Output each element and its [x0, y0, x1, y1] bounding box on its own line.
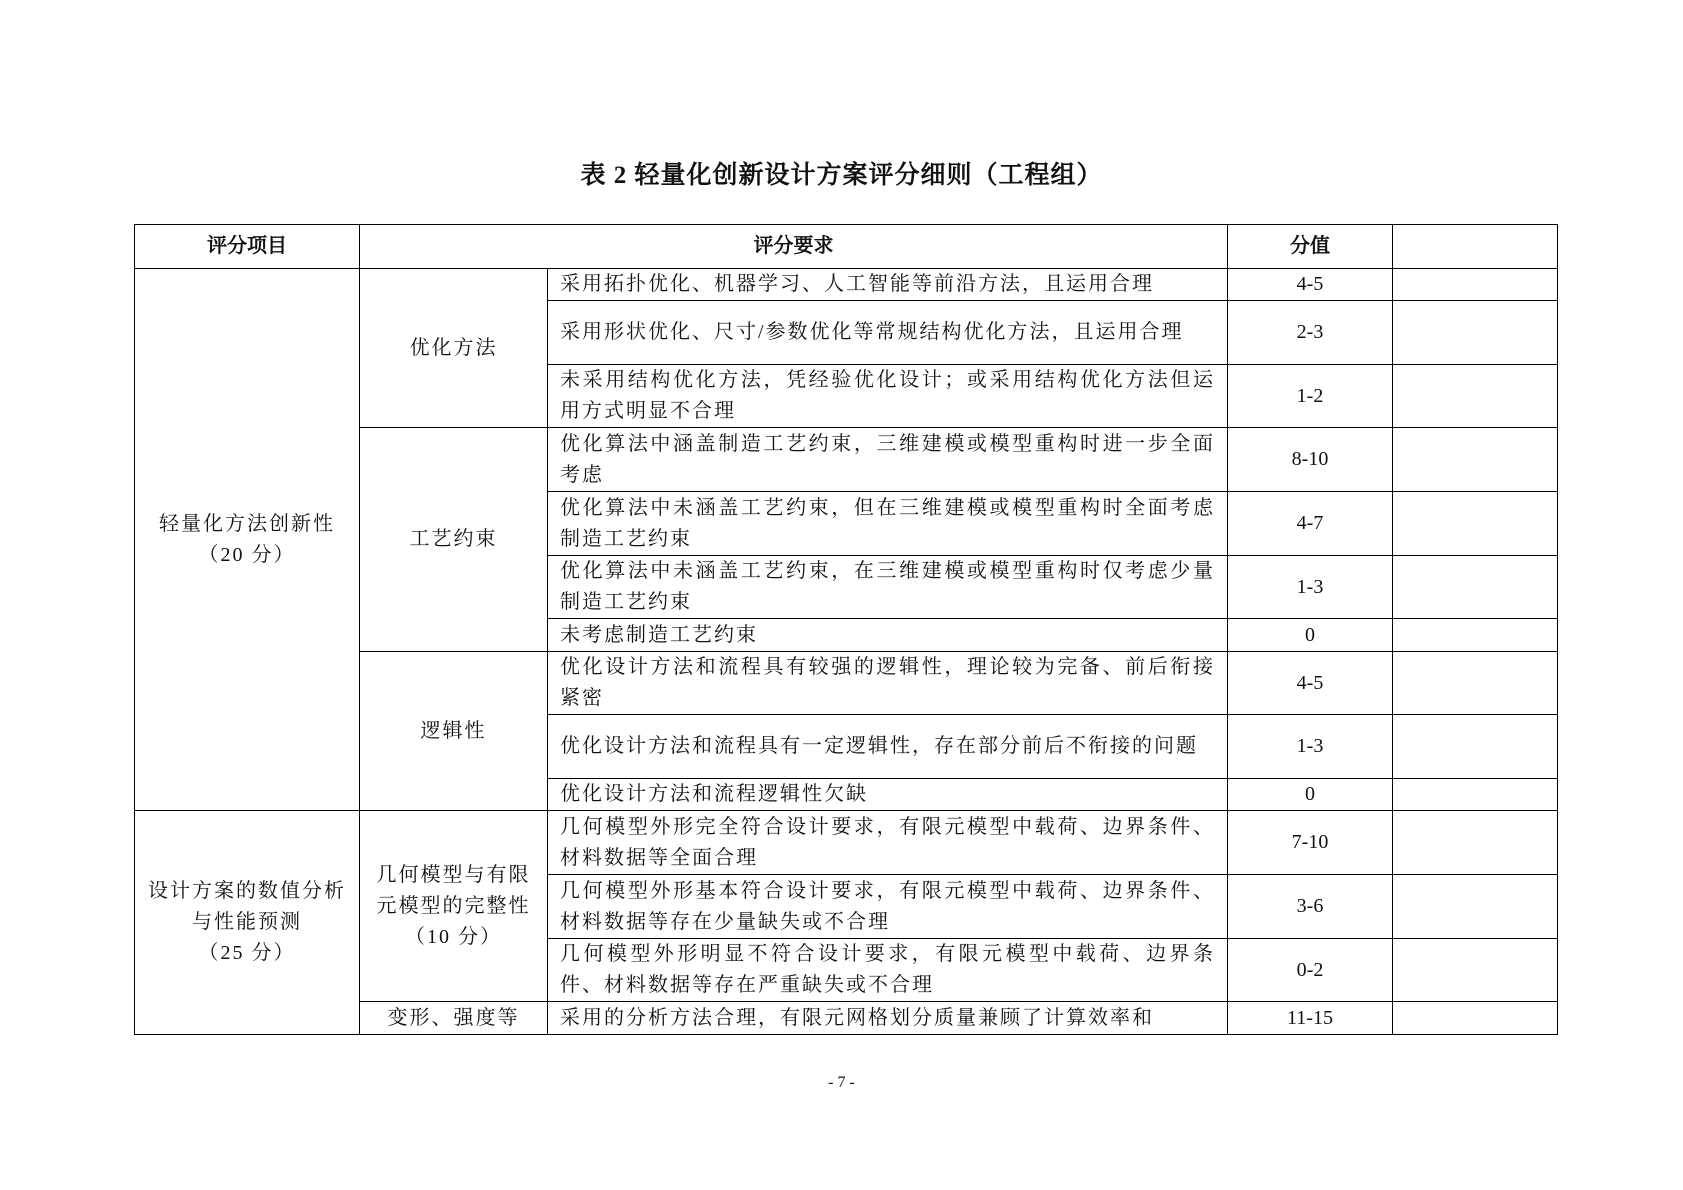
- requirement-text: 优化设计方法和流程具有一定逻辑性，存在部分前后不衔接的问题: [548, 715, 1228, 779]
- table-title: 表 2 轻量化创新设计方案评分细则（工程组）: [580, 162, 1103, 189]
- section-name: 设计方案的数值分析与性能预测: [148, 880, 346, 933]
- section-points: （20 分）: [198, 543, 296, 566]
- requirement-text: 几何模型外形明显不符合设计要求，有限元模型中载荷、边界条件、材料数据等存在严重缺失或不合理: [548, 939, 1228, 1002]
- score-value: 1-2: [1228, 365, 1393, 428]
- section-name: 轻量化方法创新性: [159, 512, 335, 535]
- page-number: - 7 -: [828, 1074, 855, 1091]
- requirement-text: 未考虑制造工艺约束: [548, 619, 1228, 652]
- subitem-cell: [360, 811, 548, 1002]
- extra-cell: [1393, 811, 1558, 875]
- requirement-text: 优化算法中未涵盖工艺约束，在三维建模或模型重构时仅考虑少量制造工艺约束: [548, 556, 1228, 619]
- subitem-cell: [360, 652, 548, 811]
- requirement-text: 未采用结构优化方法，凭经验优化设计；或采用结构优化方法但运用方式明显不合理: [548, 365, 1228, 428]
- requirement-text: 几何模型外形完全符合设计要求，有限元模型中载荷、边界条件、材料数据等全面合理: [548, 811, 1228, 875]
- extra-cell: [1393, 365, 1558, 428]
- score-value: 8-10: [1228, 428, 1393, 492]
- score-value: 11-15: [1228, 1002, 1393, 1035]
- requirement-text: 采用拓扑优化、机器学习、人工智能等前沿方法，且运用合理: [548, 269, 1228, 301]
- score-value: 2-3: [1228, 301, 1393, 365]
- subitem-cell: [360, 269, 548, 428]
- header-item: 评分项目: [135, 225, 360, 269]
- score-value: 3-6: [1228, 875, 1393, 939]
- score-value: 0: [1228, 619, 1393, 652]
- requirement-text: 采用形状优化、尺寸/参数优化等常规结构优化方法，且运用合理: [548, 301, 1228, 365]
- requirement-text: 几何模型外形基本符合设计要求，有限元模型中载荷、边界条件、材料数据等存在少量缺失或不合理: [548, 875, 1228, 939]
- header-extra: [1393, 225, 1558, 269]
- score-value: 4-5: [1228, 269, 1393, 301]
- table-row: [135, 811, 1558, 875]
- subitem-name: 几何模型与有限元模型的完整性: [376, 863, 531, 917]
- subitem-cell: [360, 1002, 548, 1035]
- extra-cell: [1393, 652, 1558, 715]
- extra-cell: [1393, 269, 1558, 301]
- score-value: 4-7: [1228, 492, 1393, 556]
- score-value: 7-10: [1228, 811, 1393, 875]
- subitem-name: 逻辑性: [420, 719, 487, 742]
- extra-cell: [1393, 939, 1558, 1002]
- extra-cell: [1393, 301, 1558, 365]
- extra-cell: [1393, 1002, 1558, 1035]
- requirement-text: 优化算法中涵盖制造工艺约束，三维建模或模型重构时进一步全面考虑: [548, 428, 1228, 492]
- subitem-name: 工艺约束: [409, 528, 498, 550]
- scoring-table: [134, 224, 1558, 1035]
- section-cell: [135, 269, 360, 811]
- score-value: 0-2: [1228, 939, 1393, 1002]
- extra-cell: [1393, 556, 1558, 619]
- extra-cell: [1393, 715, 1558, 779]
- extra-cell: [1393, 492, 1558, 556]
- subitem-name: 变形、强度等: [387, 1006, 520, 1029]
- requirement-text: 优化设计方法和流程逻辑性欠缺: [548, 779, 1228, 811]
- subitem-points: （10 分）: [405, 925, 502, 948]
- score-value: 0: [1228, 779, 1393, 811]
- score-value: 4-5: [1228, 652, 1393, 715]
- score-value: 1-3: [1228, 715, 1393, 779]
- extra-cell: [1393, 875, 1558, 939]
- score-value: 1-3: [1228, 556, 1393, 619]
- extra-cell: [1393, 428, 1558, 492]
- section-cell: [135, 811, 360, 1035]
- requirement-text: 采用的分析方法合理，有限元网格划分质量兼顾了计算效率和: [548, 1002, 1228, 1035]
- header-requirement: 评分要求: [360, 225, 1228, 269]
- requirement-text: 优化设计方法和流程具有较强的逻辑性，理论较为完备、前后衔接紧密: [548, 652, 1228, 715]
- section-points: （25 分）: [198, 942, 296, 964]
- subitem-name: 优化方法: [409, 336, 498, 359]
- header-row: [135, 225, 1558, 269]
- extra-cell: [1393, 779, 1558, 811]
- requirement-text: 优化算法中未涵盖工艺约束，但在三维建模或模型重构时全面考虑制造工艺约束: [548, 492, 1228, 556]
- table-row: [135, 269, 1558, 301]
- extra-cell: [1393, 619, 1558, 652]
- header-score: 分值: [1228, 225, 1393, 269]
- subitem-cell: [360, 428, 548, 652]
